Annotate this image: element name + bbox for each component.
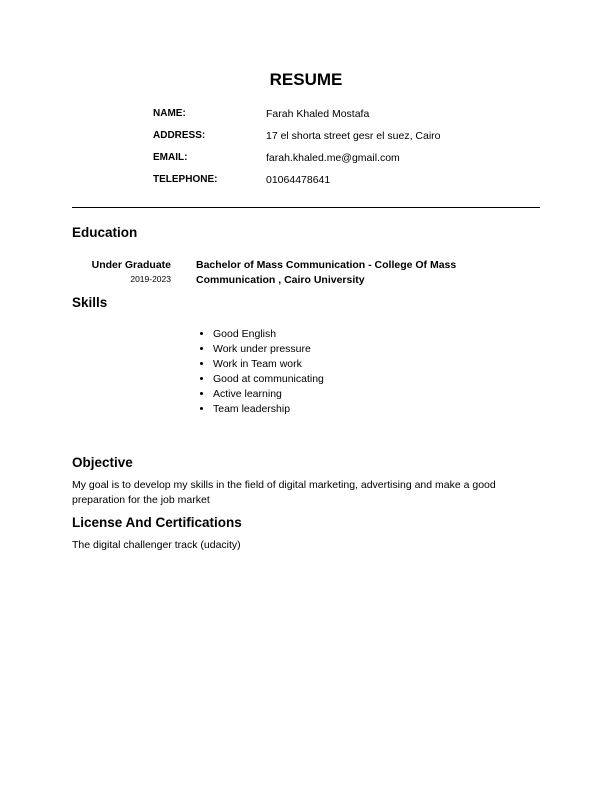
objective-line1: My goal is to develop my skills in the field of digital marketing, advertising and make a good <box>72 479 496 491</box>
education-years: 2019-2023 <box>130 274 171 284</box>
education-level: Under Graduate <box>91 259 171 271</box>
page-title: RESUME <box>269 70 343 89</box>
skill-item: • Active learning <box>213 387 324 402</box>
education-degree-line1: Bachelor of Mass Communication - College Of Mass <box>196 259 457 271</box>
email-label: EMAIL: <box>153 152 188 163</box>
skill-item: • Good English <box>213 327 324 342</box>
education-heading: Education <box>72 225 138 240</box>
skill-item: • Work in Team work <box>213 357 324 372</box>
skills-heading: Skills <box>72 295 108 310</box>
objective-line2: preparation for the job market <box>72 494 210 506</box>
objective-heading: Objective <box>72 455 133 470</box>
address-value: 17 el shorta street gesr el suez, Cairo <box>266 130 441 142</box>
skill-item: • Work under pressure <box>213 342 324 357</box>
skills-list <box>196 327 324 417</box>
skill-item: • Good at communicating <box>213 372 324 387</box>
email-value: farah.khaled.me@gmail.com <box>266 152 400 164</box>
certifications-heading: License And Certifications <box>72 515 242 530</box>
telephone-value: 01064478641 <box>266 174 331 186</box>
name-label: NAME: <box>153 108 186 119</box>
certification-item: The digital challenger track (udacity) <box>72 539 241 551</box>
address-label: ADDRESS: <box>153 130 206 141</box>
telephone-label: TELEPHONE: <box>153 174 218 185</box>
name-value: Farah Khaled Mostafa <box>266 108 370 120</box>
skill-item: • Team leadership <box>213 402 324 417</box>
divider <box>72 207 540 208</box>
education-degree-line2: Communication , Cairo University <box>196 274 365 286</box>
